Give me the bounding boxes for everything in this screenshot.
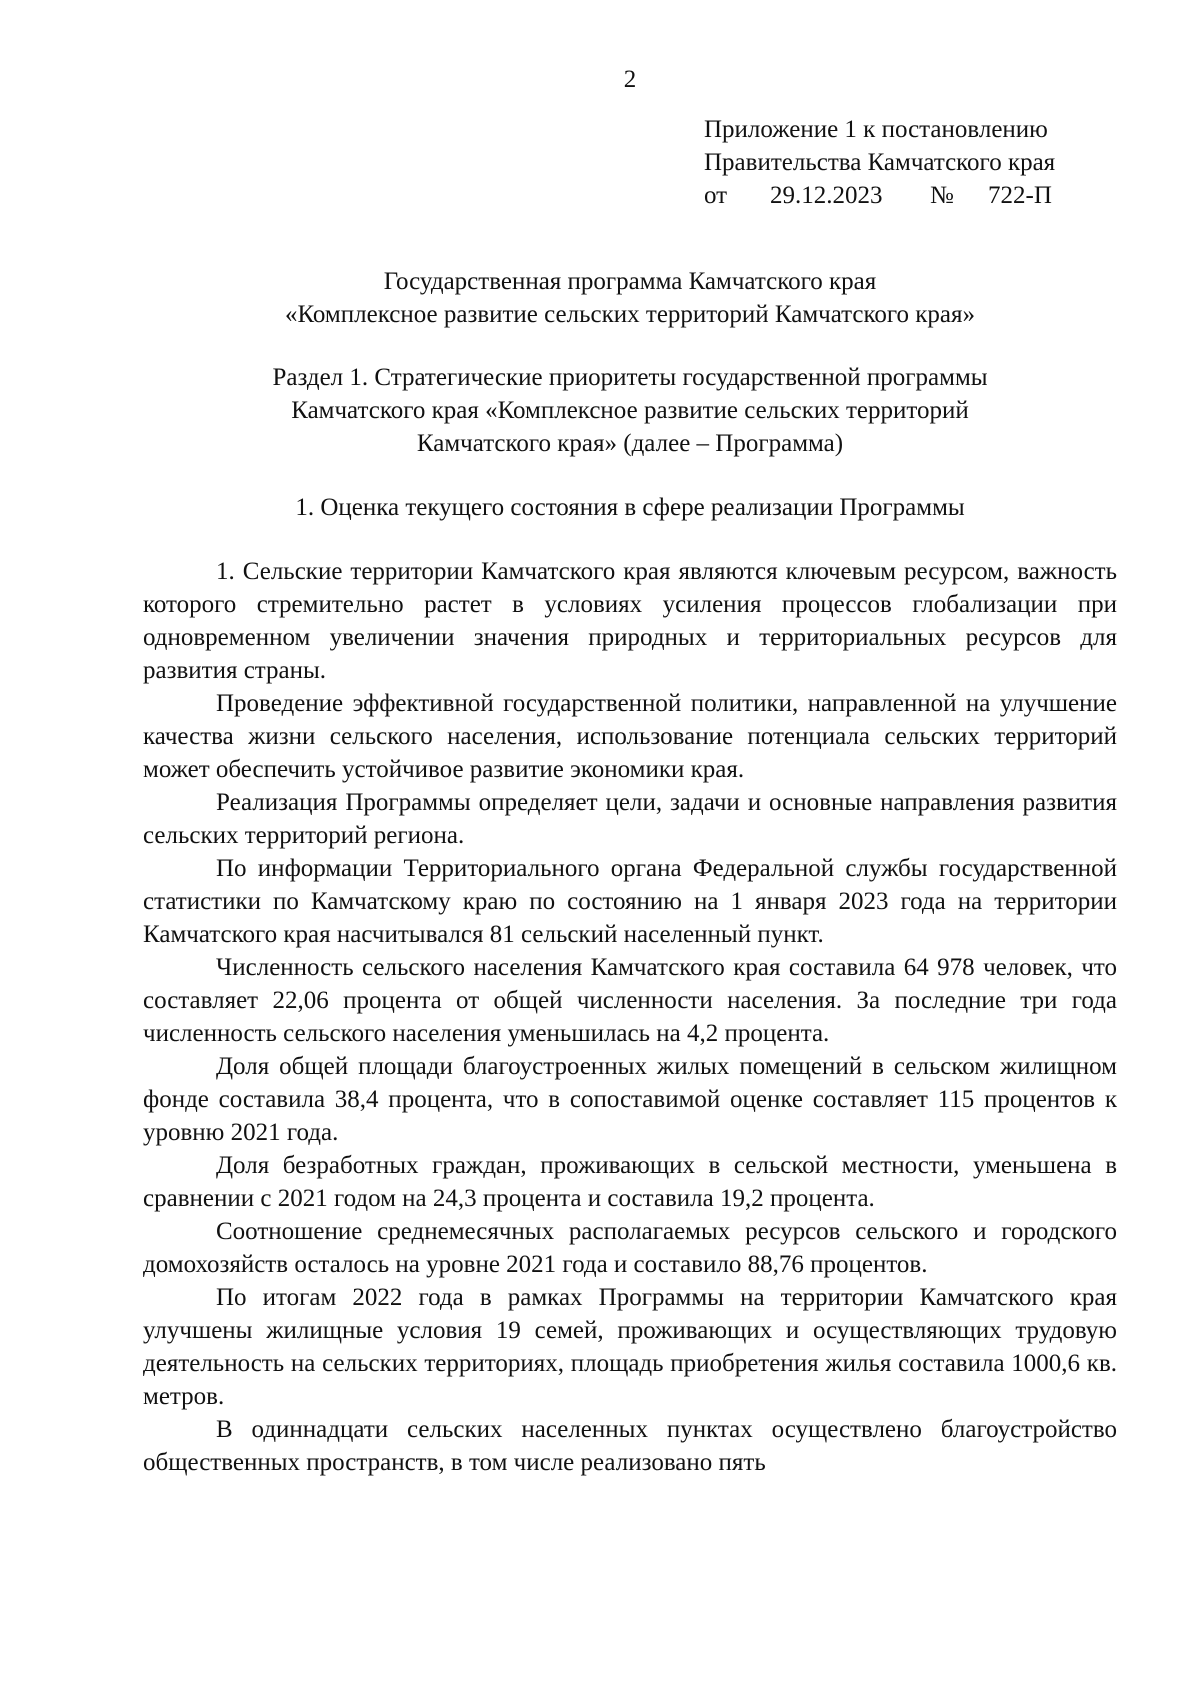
annex-line-1: Приложение 1 к постановлению: [704, 116, 1048, 143]
annex-line-2: Правительства Камчатского края: [704, 149, 1056, 176]
annex-block: [704, 113, 1055, 212]
program-title: [140, 265, 1120, 331]
paragraph: По информации Территориального органа Федеральной службы государственной статистики по Камчатскому краю по состоянию на 1 января 2023 года на территории Камчатского края насчитывался 81 сельский населенный пункт.: [143, 855, 1117, 948]
annex-line-3: [704, 179, 1055, 212]
program-title-line-1: Государственная программа Камчатского края: [383, 268, 877, 295]
paragraph: Доля безработных граждан, проживающих в сельской местности, уменьшена в сравнении с 2021 годом на 24,3 процента и составила 19,2 процента.: [143, 1152, 1117, 1212]
paragraph: По итогам 2022 года в рамках Программы на территории Камчатского края улучшены жилищные условия 19 семей, проживающих и осуществляющих трудовую деятельность на сельских территориях, площадь приобретения жилья составила 1000,6 кв. метров.: [143, 1284, 1117, 1410]
section-heading-line-1: Раздел 1. Стратегические приоритеты государственной программы: [272, 364, 988, 391]
annex-from-label: от: [704, 182, 728, 209]
body-text: [143, 555, 1117, 1479]
annex-number-sign: №: [930, 182, 954, 209]
paragraph: Соотношение среднемесячных располагаемых ресурсов сельского и городского домохозяйств осталось на уровне 2021 года и составило 88,76 процентов.: [143, 1218, 1117, 1278]
annex-date: 29.12.2023: [770, 182, 883, 209]
paragraph: Численность сельского населения Камчатского края составила 64 978 человек, что составляет 22,06 процента от общей численности населения. За последние три года численность сельского населения уменьшилась на 4,2 процента.: [143, 954, 1117, 1047]
paragraph: 1. Сельские территории Камчатского края являются ключевым ресурсом, важность которого стремительно растет в условиях усиления процессов глобализации при одновременном увеличении значения природных и территориальных ресурсов для развития страны.: [143, 558, 1117, 684]
paragraph: В одиннадцати сельских населенных пунктах осуществлено благоустройство общественных пространств, в том числе реализовано пять: [143, 1416, 1117, 1476]
section-heading-line-3: Камчатского края» (далее – Программа): [416, 430, 844, 457]
paragraph: Проведение эффективной государственной политики, направленной на улучшение качества жизни сельского населения, использование потенциала сельских территорий может обеспечить устойчивое развитие экономики края.: [143, 690, 1117, 783]
section-heading-line-2: Камчатского края «Комплексное развитие сельских территорий: [291, 397, 969, 424]
page-number: 2: [623, 66, 637, 93]
paragraph: Доля общей площади благоустроенных жилых помещений в сельском жилищном фонде составила 38,4 процента, что в сопоставимой оценке составляет 115 процентов к уровню 2021 года.: [143, 1053, 1117, 1146]
program-title-line-2: «Комплексное развитие сельских территорий Камчатского края»: [284, 301, 976, 328]
subsection-heading: 1. Оценка текущего состояния в сфере реализации Программы: [295, 494, 965, 521]
section-heading: [140, 361, 1120, 460]
paragraph: Реализация Программы определяет цели, задачи и основные направления развития сельских территорий региона.: [143, 789, 1117, 849]
annex-number: 722-П: [988, 182, 1052, 209]
